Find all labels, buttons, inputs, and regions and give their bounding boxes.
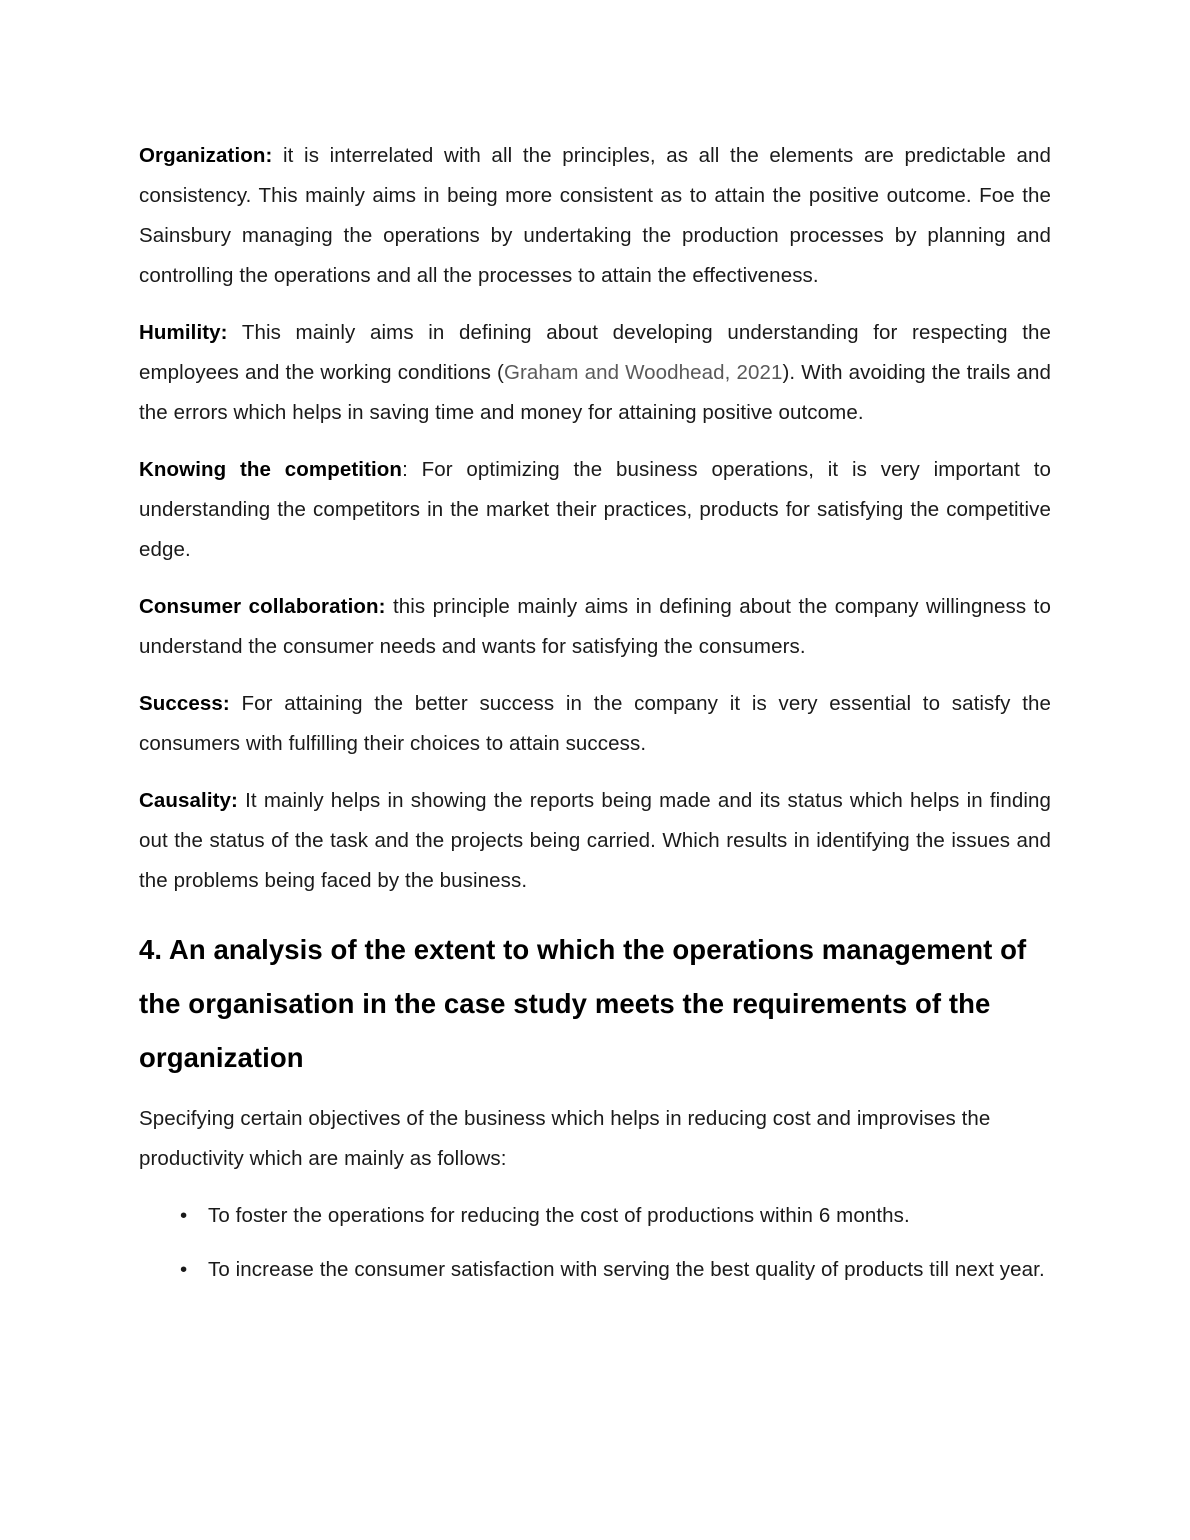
paragraph-objectives-intro: Specifying certain objectives of the business which helps in reducing cost and improvises the productivity which are mainly as follows: bbox=[139, 1107, 991, 1170]
section-heading-4: 4. An analysis of the extent to which the operations management of the organisation in the case study meets the requirements of the organization bbox=[139, 934, 1027, 1073]
paragraph-text-consumer-collaboration: this principle mainly aims in defining about the company willingness to understand the consumer needs and wants for satisfying the consumers. bbox=[139, 595, 1051, 658]
paragraph-lead-success: Success: bbox=[139, 692, 230, 715]
paragraph-text-success: For attaining the better success in the company it is very essential to satisfy the consumers with fulfilling their choices to attain success. bbox=[139, 692, 1051, 755]
paragraph-consumer-collaboration bbox=[139, 587, 1051, 667]
paragraph-success bbox=[139, 684, 1051, 764]
paragraph-organization bbox=[139, 136, 1051, 296]
paragraph-knowing-the-competition bbox=[139, 450, 1051, 570]
paragraph-lead-humility: Humility: bbox=[139, 321, 228, 344]
paragraph-text-knowing-the-competition: : For optimizing the business operations, it is very important to understanding the competitors in the market their practices, products for satisfying the competitive edge. bbox=[139, 458, 1052, 561]
objectives-list bbox=[139, 1196, 1051, 1290]
bullet-icon: • bbox=[180, 1204, 188, 1227]
paragraph-lead-organization: Organization: bbox=[139, 144, 273, 167]
citation-reference: Graham and Woodhead, 2021 bbox=[503, 361, 783, 384]
paragraph-text-causality: It mainly helps in showing the reports being made and its status which helps in finding out the status of the task and the projects being carried. Which results in identifying the issues and the problems being faced by the business. bbox=[139, 789, 1051, 892]
paragraph-text-humility-after-citation: ). With avoiding the trails and the errors which helps in saving time and money for attaining positive outcome. bbox=[139, 361, 1051, 424]
document-body bbox=[139, 136, 1051, 1304]
paragraph-lead-consumer-collaboration: Consumer collaboration: bbox=[139, 595, 386, 618]
paragraph-lead-knowing-the-competition: Knowing the competition bbox=[139, 458, 403, 481]
paragraph-lead-causality: Causality: bbox=[139, 789, 238, 812]
paragraph-text-organization: it is interrelated with all the principles, as all the elements are predictable and consistency. This mainly aims in being more consistent as to attain the positive outcome. Foe the Sainsbury managing the operations by undertaking the production processes by planning and controlling the operations and all the processes to attain the effectiveness. bbox=[139, 144, 1051, 287]
paragraph-causality bbox=[139, 781, 1051, 901]
list-item-text: To increase the consumer satisfaction with serving the best quality of products till next year. bbox=[208, 1258, 1045, 1281]
paragraph-humility bbox=[139, 313, 1051, 433]
paragraph-text-humility-before-citation: This mainly aims in defining about developing understanding for respecting the employees and the working conditions ( bbox=[139, 321, 1051, 384]
list-item bbox=[139, 1196, 1051, 1236]
list-item-text: To foster the operations for reducing the cost of productions within 6 months. bbox=[208, 1204, 910, 1227]
bullet-icon: • bbox=[180, 1258, 188, 1281]
list-item bbox=[139, 1250, 1051, 1290]
